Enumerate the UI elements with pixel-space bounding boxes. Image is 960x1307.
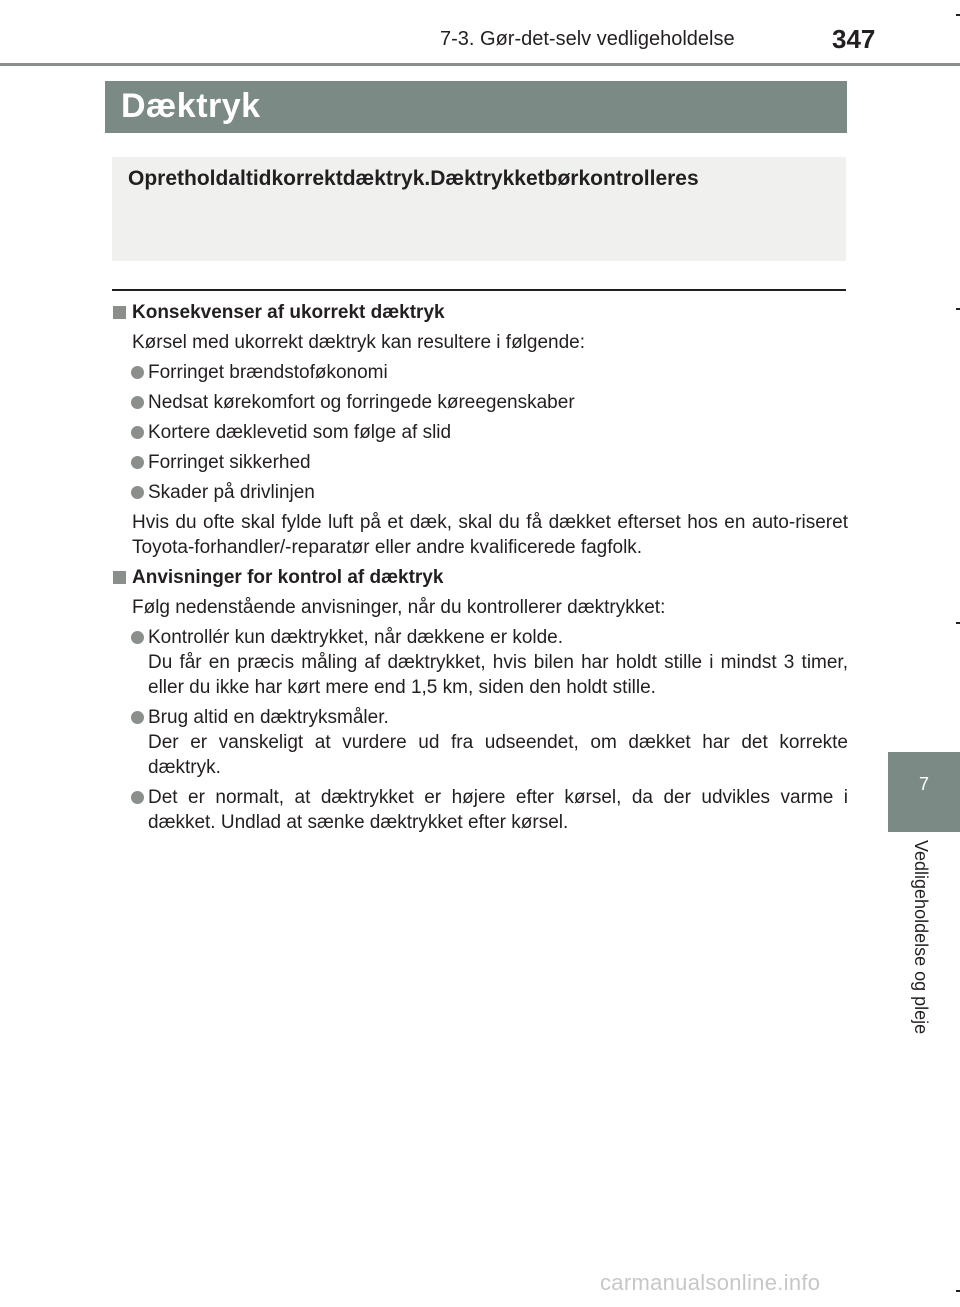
intro-text: Opretholdaltidkorrektdæktryk.Dæktrykketbørkontrolleres	[128, 167, 699, 190]
square-bullet-icon	[113, 306, 126, 319]
section-separator	[112, 289, 846, 291]
edge-tick	[956, 308, 960, 310]
chapter-label-wrap	[888, 840, 960, 1070]
list-item	[112, 450, 848, 475]
list-item-text: Skader på drivlinjen	[148, 482, 315, 503]
edge-tick	[956, 1290, 960, 1292]
list-item-body: Du får en præcis måling af dæktrykket, hvis bilen har holdt stille i mindst 3 timer, eller du ikke har kørt mere end 1,5 km, siden den holdt stille.	[148, 652, 848, 698]
chapter-number: 7	[918, 774, 929, 794]
round-bullet-icon	[131, 366, 144, 379]
list-item-title: Kontrollér kun dæktrykket, når dækkene er kolde.	[148, 627, 564, 648]
chapter-tab	[888, 752, 960, 832]
list-item	[112, 625, 848, 700]
round-bullet-icon	[131, 396, 144, 409]
title-band	[105, 81, 847, 133]
paragraph: Hvis du ofte skal fylde luft på et dæk, skal du få dækket efterset hos en auto-riseret Toyota-forhandler/-reparatør eller andre kvalificerede fagfolk.	[132, 512, 848, 558]
content	[112, 300, 848, 840]
edge-tick	[956, 14, 960, 16]
watermark: carmanualsonline.info	[600, 1270, 821, 1295]
header-rule	[0, 63, 960, 66]
square-bullet-icon	[113, 571, 126, 584]
list-item	[112, 705, 848, 780]
chapter-label: Vedligeholdelse og pleje	[911, 840, 931, 1035]
list-item	[112, 390, 848, 415]
list-item-title: Brug altid en dæktryksmåler.	[148, 707, 389, 728]
intro-box	[112, 157, 846, 261]
round-bullet-icon	[131, 791, 144, 804]
list-item-text: Forringet sikkerhed	[148, 452, 311, 473]
list-item	[112, 360, 848, 385]
header-section-title: 7-3. Gør-det-selv vedligeholdelse	[440, 28, 735, 50]
round-bullet-icon	[131, 486, 144, 499]
edge-tick	[956, 622, 960, 624]
page-title: Dæktryk	[121, 87, 261, 125]
list-item-body: Der er vanskeligt at vurdere ud fra udseendet, om dækket har det korrekte dæktryk.	[148, 732, 848, 778]
list-item	[112, 480, 848, 505]
round-bullet-icon	[131, 456, 144, 469]
heading-label: Anvisninger for kontrol af dæktryk	[132, 567, 444, 588]
round-bullet-icon	[131, 426, 144, 439]
list-item	[112, 785, 848, 835]
list-item	[112, 420, 848, 445]
paragraph: Kørsel med ukorrekt dæktryk kan resultere i følgende:	[132, 332, 586, 353]
section-heading-check-instructions	[112, 565, 848, 590]
list-item-text: Kortere dæklevetid som følge af slid	[148, 422, 452, 443]
round-bullet-icon	[131, 711, 144, 724]
list-item-text: Forringet brændstoføkonomi	[148, 362, 388, 383]
section-heading-consequences	[112, 300, 848, 325]
heading-label: Konsekvenser af ukorrekt dæktryk	[132, 302, 445, 323]
list-item-title: Det er normalt, at dæktrykket er højere efter kørsel, da der udvikles varme i dækket. Undlad at sænke dæktrykket efter kørsel.	[148, 787, 848, 833]
list-item-text: Nedsat kørekomfort og forringede køreegenskaber	[148, 392, 575, 413]
paragraph: Følg nedenstående anvisninger, når du kontrollerer dæktrykket:	[132, 597, 666, 618]
round-bullet-icon	[131, 631, 144, 644]
page-number: 347	[832, 24, 876, 54]
